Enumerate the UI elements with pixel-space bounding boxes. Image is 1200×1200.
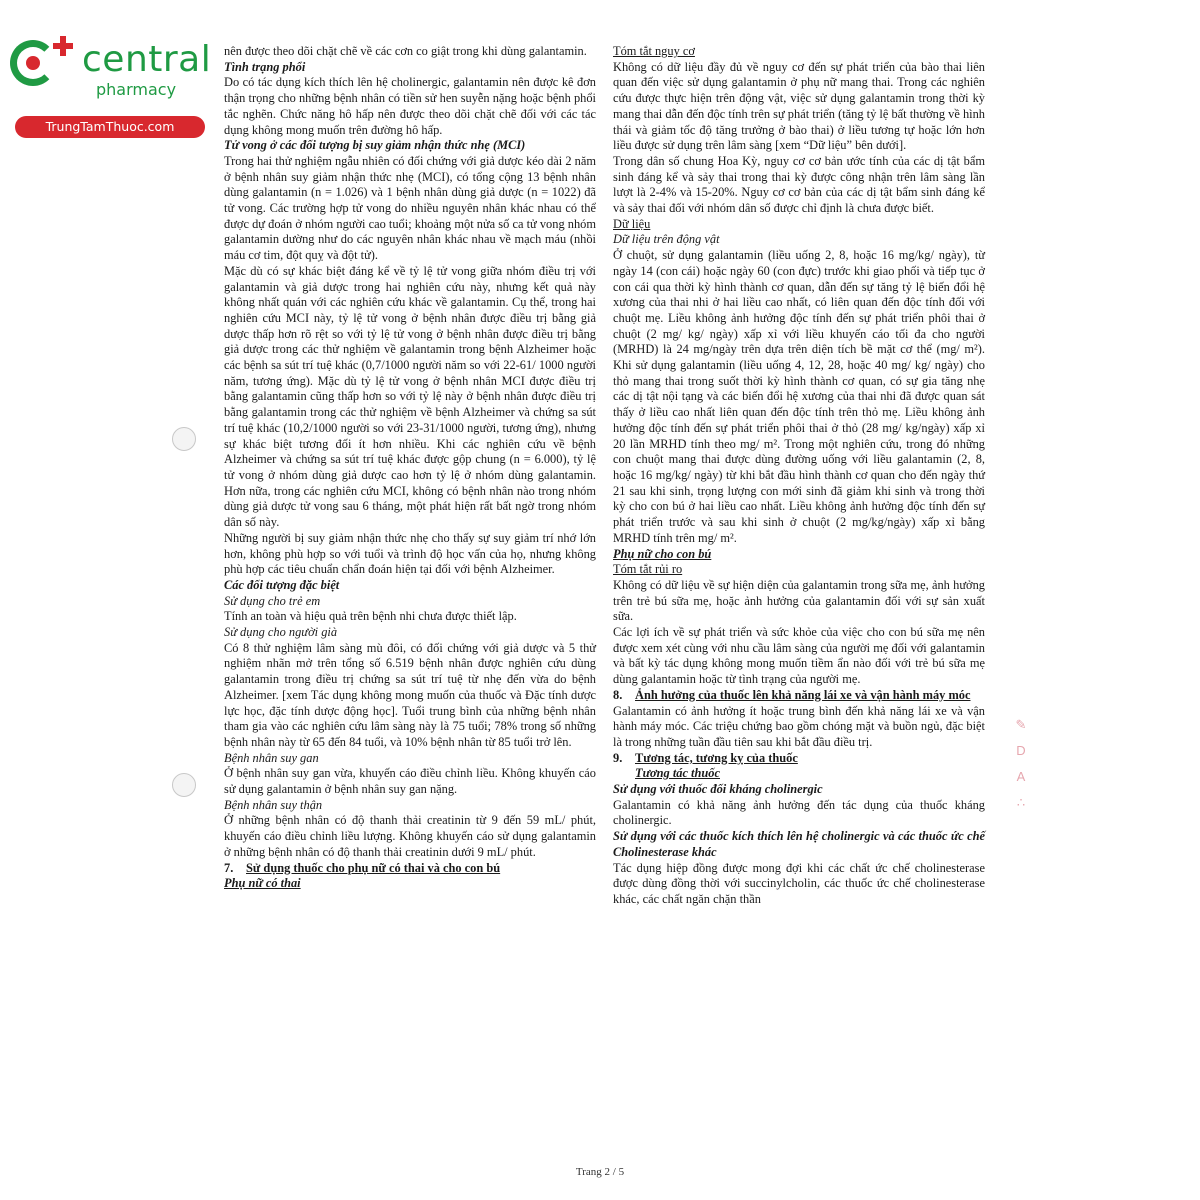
- subheading: Sử dụng với các thuốc kích thích lên hệ cholinergic và các thuốc ức chế Cholinesterase khác: [613, 829, 985, 859]
- section-heading: [613, 688, 985, 704]
- paragraph: Galantamin có ảnh hưởng ít hoặc trung bình đến khả năng lái xe và vận hành máy móc. Các triệu chứng bao gồm chóng mặt và buồn ngủ, đặc biệt là trong những tuần đầu tiên sau khi bắt đầu điều trị.: [613, 703, 985, 749]
- subheading: Tử vong ở các đối tượng bị suy giảm nhận thức nhẹ (MCI): [224, 138, 526, 153]
- section-subheading: Phụ nữ có thai: [224, 876, 301, 891]
- section-title: Tương tác, tương kỵ của thuốc: [635, 750, 798, 765]
- italic-subheading: Sử dụng cho người già: [224, 625, 338, 640]
- paragraph: Có 8 thử nghiệm lâm sàng mù đôi, có đối chứng với giả dược và 5 thử nghiệm nhãn mở trên tổng số 6.519 bệnh nhân được nghiên cứu dùng galantamin trong điều trị chứng sa sút trí tuệ từ nhẹ đến vừa do bệnh Alzheimer. [xem Tác dụng không mong muốn của thuốc và Đặc tính dược lực học, đặc tính dược động học]. Tuổi trung bình của những bệnh nhân tham gia vào các nghiên cứu lâm sàng này là 75 tuổi; 78% trong số những bệnh nhân này từ 65 đến 84 tuổi, và 10% bệnh nhân từ 85 tuổi trở lên.: [224, 640, 596, 749]
- subheading: Tình trạng phổi: [224, 59, 306, 74]
- paragraph: Không có dữ liệu về sự hiện diện của galantamin trong sữa mẹ, ảnh hưởng trên trẻ bú sữa mẹ, hoặc ảnh hưởng của galantamin đối với sự sản xuất sữa.: [613, 577, 985, 624]
- section-number: 9.: [613, 750, 623, 765]
- punch-hole-icon: [172, 427, 196, 451]
- section-number: 7.: [224, 860, 234, 875]
- section-title: Sử dụng thuốc cho phụ nữ có thai và cho con bú: [246, 860, 501, 875]
- paragraph: Ở chuột, sử dụng galantamin (liều uống 2, 8, hoặc 16 mg/kg/ ngày), từ ngày 14 (con cái) hoặc ngày 60 (con đực) trước khi giao phối và tiếp tục ở con cái qua thời kỳ hình thành cơ quan, dẫn đến sự tăng tỷ lệ biến đổi hệ xương của thai nhi ở hai liều cao nhất, có liên quan đến độc tính đối với chuột mẹ. Liều không ảnh hưởng độc tính đến sự phát triển phôi thai ở chuột (2 mg/ kg/ ngày) xấp xỉ với liều khuyến cáo tối đa cho người (MRHD) là 24 mg/ngày trên dựa trên diện tích bề mặt cơ thể (mg/ m²). Khi sử dụng galantamin (liều uống 4, 12, 28, hoặc 40 mg/ kg/ ngày) cho thỏ mang thai trong suốt thời kỳ hình thành cơ quan, có sự gia tăng nhẹ các dị tật nội tạng và các biến đổi hệ xương của thai nhi đã được quan sát thấy ở liều cao nhất liên quan đến độc tính trên thỏ mẹ. Liều không ảnh hưởng độc tính đến sự phát triển phôi thai ở thỏ (28 mg/ kg/ngày) xấp xỉ 20 lần MRHD tính theo mg/ m². Trong một nghiên cứu, trong đó những con chuột mang thai được dùng đường uống với liều galantamin (2, 8, hoặc 16 mg/kg/ ngày) từ khi bắt đầu hình thành cơ quan cho đến ngày thứ 21 sau khi sinh, trọng lượng con mới sinh đã giảm khi sinh và trong thời kỳ cho con bú ở hai liều cao nhất. Liều không ảnh hưởng độc tính đến sự phát triển trước và sau khi sinh ở chuột (2 mg/kg/ngày) xấp xỉ bằng MRHD tính trên mg/ m².: [613, 248, 985, 545]
- paragraph: Tác dụng hiệp đồng được mong đợi khi các chất ức chế cholinesterase được dùng đồng thời với succinylcholin, các thuốc ức chế cholinesterase khác, các chất ngăn chặn thần: [613, 860, 985, 906]
- paragraph: Trong hai thử nghiệm ngẫu nhiên có đối chứng với giả dược kéo dài 2 năm ở bệnh nhân suy giảm nhận thức nhẹ (MCI), có tổng cộng 13 bệnh nhân dùng galantamin (n = 1.026) và 1 bệnh nhân dùng giả dược (n = 1022) đã tử vong. Các trường hợp tử vong do nhiều nguyên nhân khác nhau có thể được dự đoán ở nhóm người cao tuổi; khoảng một nửa số ca tử vong nhóm galantamin dường như do các nguyên nhân khác nhau về mạch máu (nhồi máu cơ tim, đột quỵ và đột tử).: [224, 153, 596, 263]
- underlined-subheading: Tóm tắt nguy cơ: [613, 44, 695, 58]
- paragraph: Trong dân số chung Hoa Kỳ, nguy cơ cơ bản ước tính của các dị tật bẩm sinh đáng kể và sảy thai trong thai kỳ được công nhận trên lâm sàng lần lượt là 2-4% và 15-20%. Nguy cơ cơ bản của các dị tật bẩm sinh đáng kể và sảy thai đối với nhóm dân số được chỉ định là chưa được biết.: [613, 153, 985, 216]
- section-title: Ảnh hưởng của thuốc lên khả năng lái xe và vận hành máy móc: [635, 687, 971, 702]
- paragraph: Tính an toàn và hiệu quả trên bệnh nhi chưa được thiết lập.: [224, 609, 517, 624]
- paragraph: Do có tác dụng kích thích lên hệ cholinergic, galantamin nên được kê đơn thận trọng cho những bệnh nhân có tiền sử hen suyễn nặng hoặc bệnh phổi tắc nghẽn. Chức năng hô hấp nên được theo dõi chặt chẽ đối với các tác dụng không mong muốn trên đường hô hấp.: [224, 75, 596, 137]
- paragraph: Mặc dù có sự khác biệt đáng kể về tỷ lệ tử vong giữa nhóm điều trị với galantamin và giả dược trong hai nghiên cứu này, nhưng kết quả này không nhất quán với các nghiên cứu khác về galantamin. Cụ thể, trong hai nghiên cứu MCI này, tỷ lệ tử vong ở bệnh nhân được điều trị bằng giả dược thấp hơn rõ rệt so với tỷ lệ tử vong ở bệnh nhân được điều trị bằng giả dược trong các thử nghiệm về galantamin trong bệnh Alzheimer hoặc các bệnh sa sút trí tuệ khác (0,7/1000 người năm so với 22-61/ 1000 người năm, tương ứng). Mặc dù tỷ lệ tử vong ở bệnh nhân MCI được điều trị bằng galantamin cũng thấp hơn so với tỷ lệ này ở bệnh nhân được điều trị bằng galantamin trong các thử nghiệm về bệnh Alzheimer và chứng sa sút trí tuệ khác (10,2/1000 người so với 23-31/1000 người, tương ứng), nhưng sự khác biệt tương đối ít hơn nhiều. Khi các nghiên cứu về bệnh Alzheimer và chứng sa sút trí tuệ khác được gộp chung (n = 6.000), tỷ lệ tử vong ở nhóm dùng giả dược cao hơn tỷ lệ ở nhóm dùng galantamin. Hơn nữa, trong các nghiên cứu MCI, không có bệnh nhân nào trong nhóm dùng giả dược tử vong sau 6 tháng, một phát hiện rất bất ngờ trong nhóm dân số này.: [224, 263, 596, 530]
- section-subheading: Phụ nữ cho con bú: [613, 546, 712, 561]
- underlined-subheading: Tóm tắt rủi ro: [613, 562, 683, 577]
- paragraph: Không có dữ liệu đầy đủ về nguy cơ đến sự phát triển của bào thai liên quan đến việc sử dụng galantamin ở phụ nữ mang thai. Trong các nghiên cứu được thực hiện trên động vật, việc sử dụng galantamin trong thời kỳ mang thai dẫn đến độc tính trên sự phát triển (tăng tỷ lệ bất thường về hình thái và giảm tốc độ tăng trưởng ở bào thai) ở liều tương tự hoặc lớn hơn liều được sử dụng trên lâm sàng [xem “Dữ liệu” bên dưới].: [613, 59, 985, 153]
- logo-subtitle: pharmacy: [96, 80, 177, 99]
- paragraph: Galantamin có khả năng ảnh hưởng đến tác dụng của thuốc kháng cholinergic.: [613, 797, 985, 828]
- page-number: Trang 2 / 5: [575, 1166, 625, 1178]
- italic-subheading: Sử dụng cho trẻ em: [224, 593, 321, 608]
- section-subheading: Tương tác thuốc: [635, 766, 720, 781]
- punch-hole-icon: [172, 773, 196, 797]
- section-heading: [224, 861, 596, 877]
- subheading: Các đối tượng đặc biệt: [224, 577, 340, 592]
- faded-stamp-icon: ✎ D A ∴: [1015, 717, 1027, 810]
- logo-url-bar: TrungTamThuoc.com: [15, 116, 205, 138]
- italic-subheading: Dữ liệu trên động vật: [613, 232, 720, 247]
- paragraph: Các lợi ích về sự phát triển và sức khỏe của việc cho con bú sữa mẹ nên được xem xét cùng với nhu cầu lâm sàng của người mẹ đối với galantamin và bất kỳ tác dụng không mong muốn tiềm ẩn nào đối với trẻ bú sữa mẹ dùng galantamin hoặc từ tình trạng của người mẹ.: [613, 625, 985, 687]
- paragraph: Ở những bệnh nhân có độ thanh thải creatinin từ 9 đến 59 mL/ phút, khuyến cáo điều chỉnh liều lượng. Không khuyến cáo sử dụng galantamin ở những bệnh nhân có độ thanh thải creatinin dưới 9 mL/ phút.: [224, 813, 596, 859]
- italic-subheading: Bệnh nhân suy gan: [224, 750, 319, 765]
- section-number: 8.: [613, 687, 623, 702]
- plus-cross-icon: [53, 36, 73, 56]
- paragraph: nên được theo dõi chặt chẽ về các cơn co giật trong khi dùng galantamin.: [224, 44, 587, 58]
- logo-dot-icon: [26, 56, 40, 70]
- central-pharmacy-logo: [10, 40, 215, 140]
- underlined-subheading: Dữ liệu: [613, 216, 651, 231]
- paragraph: Những người bị suy giảm nhận thức nhẹ cho thấy sự suy giảm trí nhớ lớn hơn, không phù hợp so với tuổi và trình độ học vấn của họ, nhưng không phù hợp các tiêu chuẩn chẩn đoán hiện tại đối với bệnh Alzheimer.: [224, 530, 596, 577]
- left-column: [224, 44, 596, 892]
- subheading: Sử dụng với thuốc đối kháng cholinergic: [613, 782, 823, 797]
- paragraph: Ở bệnh nhân suy gan vừa, khuyến cáo điều chỉnh liều. Không khuyến cáo sử dụng galantamin ở bệnh nhân suy gan nặng.: [224, 766, 596, 797]
- section-heading: [613, 751, 985, 767]
- logo-wordmark: central: [82, 39, 212, 80]
- right-column: [613, 44, 985, 908]
- italic-subheading: Bệnh nhân suy thận: [224, 797, 323, 812]
